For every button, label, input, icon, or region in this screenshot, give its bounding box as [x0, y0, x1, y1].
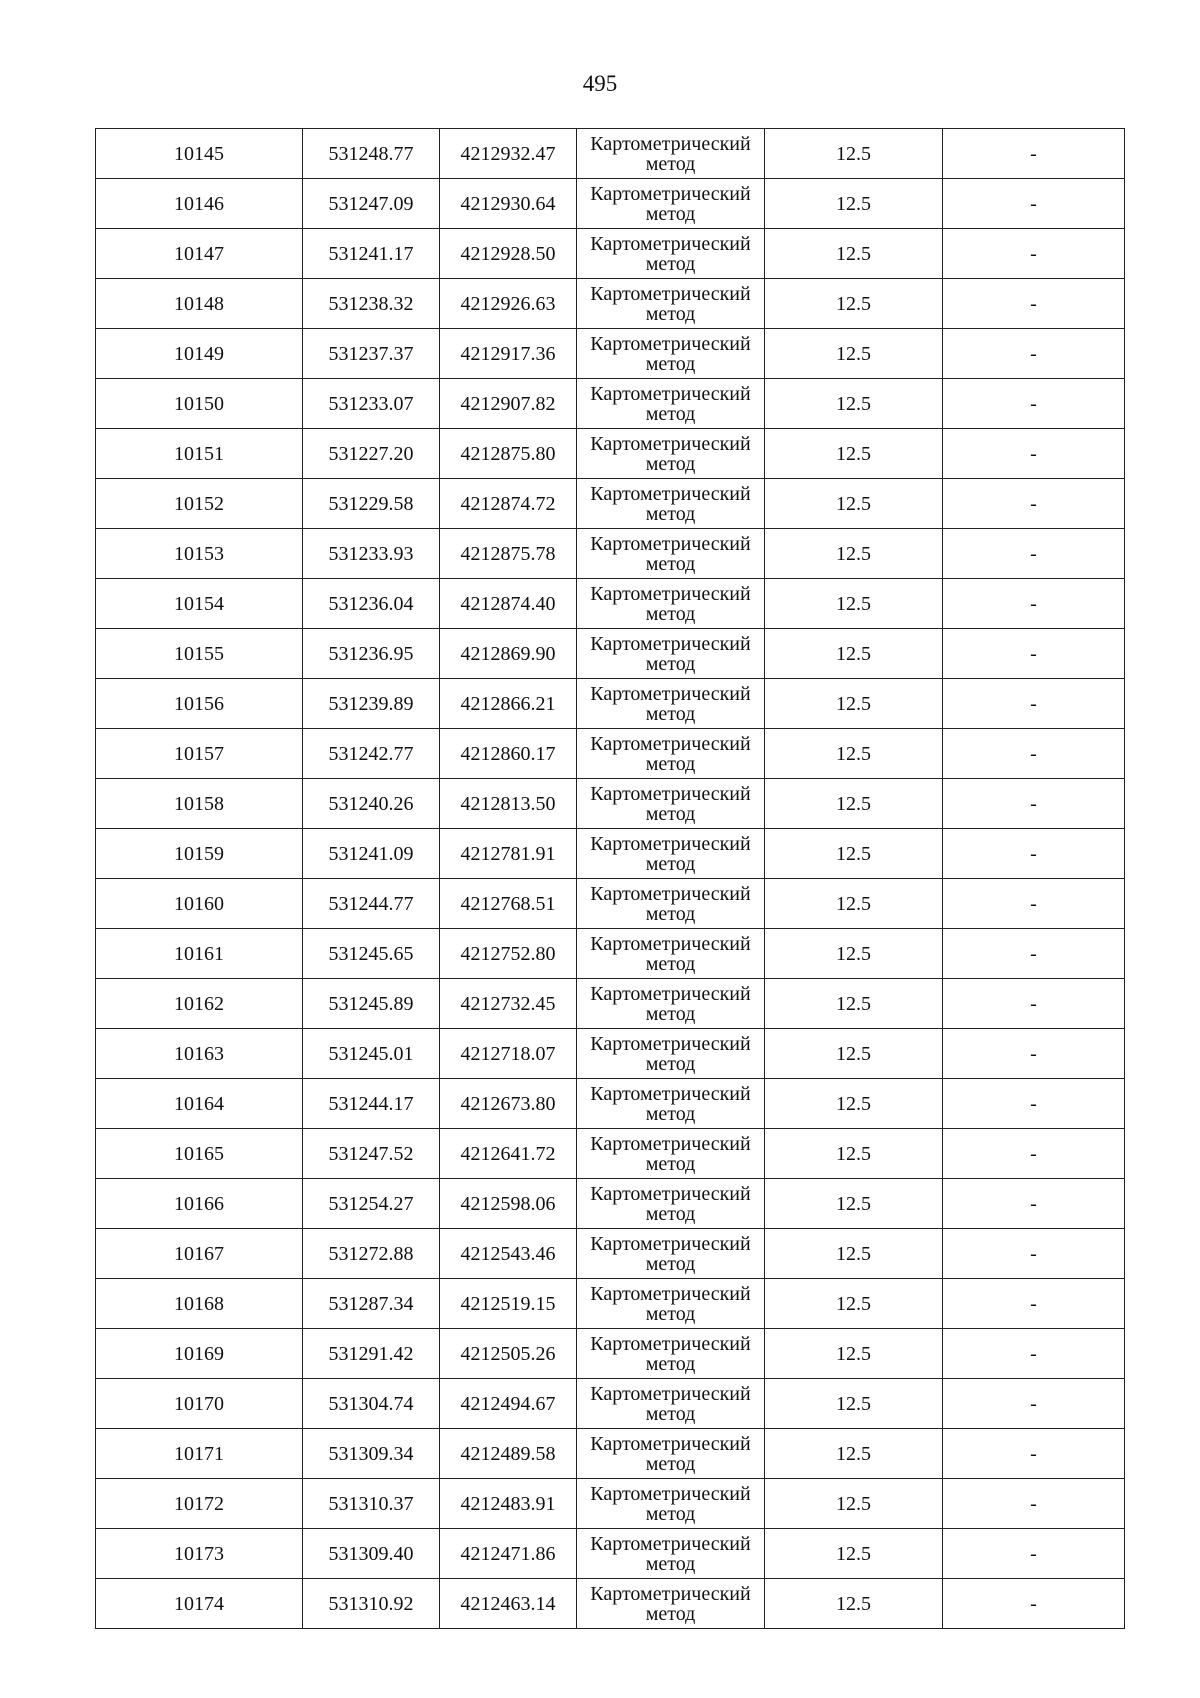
note-cell: -	[943, 929, 1125, 979]
table-row	[96, 1029, 1125, 1079]
table-row	[96, 1529, 1125, 1579]
method-cell	[577, 1079, 765, 1129]
note-cell: -	[943, 629, 1125, 679]
precision-cell: 12.5	[765, 729, 943, 779]
method-cell	[577, 779, 765, 829]
table-row	[96, 129, 1125, 179]
precision-cell: 12.5	[765, 1029, 943, 1079]
method-line-2: метод	[645, 702, 696, 725]
method-cell	[577, 1229, 765, 1279]
method-cell	[577, 929, 765, 979]
table-row	[96, 1129, 1125, 1179]
table-row	[96, 879, 1125, 929]
point-number-cell: 10147	[96, 229, 303, 279]
note-cell: -	[943, 1129, 1125, 1179]
point-number-cell: 10150	[96, 379, 303, 429]
method-line-2: метод	[645, 152, 696, 175]
note-cell: -	[943, 1029, 1125, 1079]
point-number-cell: 10154	[96, 579, 303, 629]
x-coordinate-cell: 531245.01	[303, 1029, 440, 1079]
method-cell	[577, 179, 765, 229]
method-line-1: Картометрический	[590, 1232, 751, 1255]
x-coordinate-cell: 531239.89	[303, 679, 440, 729]
precision-cell: 12.5	[765, 979, 943, 1029]
method-line-2: метод	[645, 1552, 696, 1575]
table-row	[96, 329, 1125, 379]
table-row	[96, 579, 1125, 629]
note-cell: -	[943, 129, 1125, 179]
method-line-2: метод	[645, 852, 696, 875]
precision-cell: 12.5	[765, 1379, 943, 1429]
y-coordinate-cell: 4212768.51	[440, 879, 577, 929]
method-cell	[577, 329, 765, 379]
method-line-2: метод	[645, 252, 696, 275]
x-coordinate-cell: 531241.09	[303, 829, 440, 879]
method-line-2: метод	[645, 302, 696, 325]
method-cell	[577, 1029, 765, 1079]
method-line-1: Картометрический	[590, 782, 751, 805]
y-coordinate-cell: 4212752.80	[440, 929, 577, 979]
x-coordinate-cell: 531254.27	[303, 1179, 440, 1229]
method-cell	[577, 529, 765, 579]
point-number-cell: 10149	[96, 329, 303, 379]
point-number-cell: 10165	[96, 1129, 303, 1179]
y-coordinate-cell: 4212641.72	[440, 1129, 577, 1179]
note-cell: -	[943, 1579, 1125, 1629]
method-line-1: Картометрический	[590, 1582, 751, 1605]
method-line-1: Картометрический	[590, 1282, 751, 1305]
point-number-cell: 10145	[96, 129, 303, 179]
note-cell: -	[943, 1329, 1125, 1379]
y-coordinate-cell: 4212598.06	[440, 1179, 577, 1229]
note-cell: -	[943, 279, 1125, 329]
precision-cell: 12.5	[765, 179, 943, 229]
method-cell	[577, 579, 765, 629]
y-coordinate-cell: 4212519.15	[440, 1279, 577, 1329]
method-line-2: метод	[645, 1202, 696, 1225]
point-number-cell: 10169	[96, 1329, 303, 1379]
x-coordinate-cell: 531309.40	[303, 1529, 440, 1579]
x-coordinate-cell: 531242.77	[303, 729, 440, 779]
method-cell	[577, 879, 765, 929]
x-coordinate-cell: 531241.17	[303, 229, 440, 279]
method-line-2: метод	[645, 202, 696, 225]
y-coordinate-cell: 4212869.90	[440, 629, 577, 679]
x-coordinate-cell: 531237.37	[303, 329, 440, 379]
method-line-2: метод	[645, 1502, 696, 1525]
method-line-1: Картометрический	[590, 1432, 751, 1455]
method-line-2: метод	[645, 902, 696, 925]
method-cell	[577, 1429, 765, 1479]
precision-cell: 12.5	[765, 829, 943, 879]
point-number-cell: 10171	[96, 1429, 303, 1479]
note-cell: -	[943, 779, 1125, 829]
precision-cell: 12.5	[765, 379, 943, 429]
method-line-1: Картометрический	[590, 1082, 751, 1105]
x-coordinate-cell: 531238.32	[303, 279, 440, 329]
method-cell	[577, 379, 765, 429]
table-row	[96, 1079, 1125, 1129]
note-cell: -	[943, 679, 1125, 729]
method-line-1: Картометрический	[590, 582, 751, 605]
note-cell: -	[943, 1529, 1125, 1579]
table-row	[96, 929, 1125, 979]
table-row	[96, 1479, 1125, 1529]
method-cell	[577, 479, 765, 529]
point-number-cell: 10173	[96, 1529, 303, 1579]
table-row	[96, 479, 1125, 529]
method-line-2: метод	[645, 752, 696, 775]
table-row	[96, 1179, 1125, 1229]
method-line-2: метод	[645, 1102, 696, 1125]
table-row	[96, 529, 1125, 579]
precision-cell: 12.5	[765, 429, 943, 479]
point-number-cell: 10160	[96, 879, 303, 929]
point-number-cell: 10163	[96, 1029, 303, 1079]
y-coordinate-cell: 4212718.07	[440, 1029, 577, 1079]
y-coordinate-cell: 4212673.80	[440, 1079, 577, 1129]
note-cell: -	[943, 979, 1125, 1029]
y-coordinate-cell: 4212489.58	[440, 1429, 577, 1479]
method-line-1: Картометрический	[590, 932, 751, 955]
note-cell: -	[943, 529, 1125, 579]
method-cell	[577, 1129, 765, 1179]
method-line-1: Картометрический	[590, 382, 751, 405]
x-coordinate-cell: 531227.20	[303, 429, 440, 479]
note-cell: -	[943, 1379, 1125, 1429]
x-coordinate-cell: 531247.09	[303, 179, 440, 229]
y-coordinate-cell: 4212483.91	[440, 1479, 577, 1529]
note-cell: -	[943, 329, 1125, 379]
method-line-2: метод	[645, 552, 696, 575]
table-row	[96, 1429, 1125, 1479]
method-line-1: Картометрический	[590, 1532, 751, 1555]
x-coordinate-cell: 531248.77	[303, 129, 440, 179]
note-cell: -	[943, 1179, 1125, 1229]
x-coordinate-cell: 531229.58	[303, 479, 440, 529]
method-cell	[577, 1479, 765, 1529]
x-coordinate-cell: 531244.77	[303, 879, 440, 929]
method-cell	[577, 1279, 765, 1329]
method-cell	[577, 1579, 765, 1629]
table-row	[96, 1279, 1125, 1329]
y-coordinate-cell: 4212907.82	[440, 379, 577, 429]
method-line-1: Картометрический	[590, 1182, 751, 1205]
table-row	[96, 229, 1125, 279]
method-line-2: метод	[645, 402, 696, 425]
table-row	[96, 729, 1125, 779]
x-coordinate-cell: 531287.34	[303, 1279, 440, 1329]
table-row	[96, 379, 1125, 429]
precision-cell: 12.5	[765, 879, 943, 929]
y-coordinate-cell: 4212874.72	[440, 479, 577, 529]
y-coordinate-cell: 4212917.36	[440, 329, 577, 379]
method-line-1: Картометрический	[590, 1032, 751, 1055]
page-number: 495	[582, 71, 618, 96]
method-cell	[577, 1179, 765, 1229]
method-cell	[577, 829, 765, 879]
method-line-2: метод	[645, 452, 696, 475]
point-number-cell: 10164	[96, 1079, 303, 1129]
point-number-cell: 10162	[96, 979, 303, 1029]
table-row	[96, 429, 1125, 479]
precision-cell: 12.5	[765, 579, 943, 629]
note-cell: -	[943, 229, 1125, 279]
y-coordinate-cell: 4212926.63	[440, 279, 577, 329]
table-body	[96, 129, 1125, 1629]
x-coordinate-cell: 531233.07	[303, 379, 440, 429]
table-row	[96, 1329, 1125, 1379]
table-row	[96, 179, 1125, 229]
precision-cell: 12.5	[765, 129, 943, 179]
precision-cell: 12.5	[765, 929, 943, 979]
note-cell: -	[943, 179, 1125, 229]
x-coordinate-cell: 531310.92	[303, 1579, 440, 1629]
method-line-2: метод	[645, 1252, 696, 1275]
table-row	[96, 1379, 1125, 1429]
note-cell: -	[943, 829, 1125, 879]
y-coordinate-cell: 4212543.46	[440, 1229, 577, 1279]
precision-cell: 12.5	[765, 229, 943, 279]
precision-cell: 12.5	[765, 779, 943, 829]
x-coordinate-cell: 531233.93	[303, 529, 440, 579]
method-line-2: метод	[645, 502, 696, 525]
table-row	[96, 979, 1125, 1029]
table-row	[96, 279, 1125, 329]
precision-cell: 12.5	[765, 1129, 943, 1179]
y-coordinate-cell: 4212860.17	[440, 729, 577, 779]
method-line-2: метод	[645, 1302, 696, 1325]
precision-cell: 12.5	[765, 1429, 943, 1479]
method-line-1: Картометрический	[590, 332, 751, 355]
method-line-1: Картометрический	[590, 432, 751, 455]
point-number-cell: 10156	[96, 679, 303, 729]
table-row	[96, 679, 1125, 729]
x-coordinate-cell: 531291.42	[303, 1329, 440, 1379]
method-line-1: Картометрический	[590, 182, 751, 205]
y-coordinate-cell: 4212463.14	[440, 1579, 577, 1629]
x-coordinate-cell: 531245.89	[303, 979, 440, 1029]
note-cell: -	[943, 879, 1125, 929]
point-number-cell: 10159	[96, 829, 303, 879]
x-coordinate-cell: 531240.26	[303, 779, 440, 829]
precision-cell: 12.5	[765, 279, 943, 329]
method-line-1: Картометрический	[590, 1482, 751, 1505]
precision-cell: 12.5	[765, 679, 943, 729]
table-row	[96, 1229, 1125, 1279]
method-line-2: метод	[645, 652, 696, 675]
method-line-2: метод	[645, 952, 696, 975]
method-line-1: Картометрический	[590, 732, 751, 755]
x-coordinate-cell: 531247.52	[303, 1129, 440, 1179]
note-cell: -	[943, 579, 1125, 629]
method-line-1: Картометрический	[590, 132, 751, 155]
y-coordinate-cell: 4212781.91	[440, 829, 577, 879]
note-cell: -	[943, 1279, 1125, 1329]
method-cell	[577, 729, 765, 779]
y-coordinate-cell: 4212471.86	[440, 1529, 577, 1579]
method-line-1: Картометрический	[590, 232, 751, 255]
precision-cell: 12.5	[765, 1529, 943, 1579]
x-coordinate-cell: 531272.88	[303, 1229, 440, 1279]
precision-cell: 12.5	[765, 629, 943, 679]
method-line-1: Картометрический	[590, 282, 751, 305]
method-line-2: метод	[645, 1602, 696, 1625]
precision-cell: 12.5	[765, 329, 943, 379]
y-coordinate-cell: 4212875.78	[440, 529, 577, 579]
method-cell	[577, 1379, 765, 1429]
table-row	[96, 779, 1125, 829]
method-line-1: Картометрический	[590, 882, 751, 905]
x-coordinate-cell: 531236.04	[303, 579, 440, 629]
note-cell: -	[943, 429, 1125, 479]
note-cell: -	[943, 1479, 1125, 1529]
method-line-2: метод	[645, 1402, 696, 1425]
method-line-2: метод	[645, 352, 696, 375]
precision-cell: 12.5	[765, 1329, 943, 1379]
y-coordinate-cell: 4212932.47	[440, 129, 577, 179]
table-row	[96, 829, 1125, 879]
method-line-1: Картометрический	[590, 632, 751, 655]
point-number-cell: 10157	[96, 729, 303, 779]
point-number-cell: 10146	[96, 179, 303, 229]
method-line-1: Картометрический	[590, 482, 751, 505]
x-coordinate-cell: 531304.74	[303, 1379, 440, 1429]
method-cell	[577, 629, 765, 679]
point-number-cell: 10148	[96, 279, 303, 329]
x-coordinate-cell: 531236.95	[303, 629, 440, 679]
x-coordinate-cell: 531310.37	[303, 1479, 440, 1529]
method-cell	[577, 429, 765, 479]
method-cell	[577, 1529, 765, 1579]
point-number-cell: 10155	[96, 629, 303, 679]
point-number-cell: 10168	[96, 1279, 303, 1329]
method-line-2: метод	[645, 1152, 696, 1175]
method-line-2: метод	[645, 602, 696, 625]
method-line-1: Картометрический	[590, 1332, 751, 1355]
method-line-2: метод	[645, 1452, 696, 1475]
method-cell	[577, 679, 765, 729]
method-line-1: Картометрический	[590, 832, 751, 855]
method-line-2: метод	[645, 1352, 696, 1375]
method-line-1: Картометрический	[590, 1132, 751, 1155]
precision-cell: 12.5	[765, 1479, 943, 1529]
y-coordinate-cell: 4212874.40	[440, 579, 577, 629]
precision-cell: 12.5	[765, 479, 943, 529]
method-cell	[577, 1329, 765, 1379]
method-line-2: метод	[645, 802, 696, 825]
method-line-1: Картометрический	[590, 1382, 751, 1405]
y-coordinate-cell: 4212875.80	[440, 429, 577, 479]
point-number-cell: 10153	[96, 529, 303, 579]
note-cell: -	[943, 479, 1125, 529]
method-cell	[577, 979, 765, 1029]
y-coordinate-cell: 4212494.67	[440, 1379, 577, 1429]
method-line-1: Картометрический	[590, 532, 751, 555]
method-line-1: Картометрический	[590, 682, 751, 705]
y-coordinate-cell: 4212928.50	[440, 229, 577, 279]
point-number-cell: 10161	[96, 929, 303, 979]
note-cell: -	[943, 379, 1125, 429]
point-number-cell: 10174	[96, 1579, 303, 1629]
point-number-cell: 10152	[96, 479, 303, 529]
note-cell: -	[943, 1079, 1125, 1129]
precision-cell: 12.5	[765, 1079, 943, 1129]
method-cell	[577, 279, 765, 329]
x-coordinate-cell: 531309.34	[303, 1429, 440, 1479]
table-row	[96, 1579, 1125, 1629]
note-cell: -	[943, 729, 1125, 779]
coordinates-table	[95, 128, 1125, 1629]
point-number-cell: 10170	[96, 1379, 303, 1429]
precision-cell: 12.5	[765, 529, 943, 579]
y-coordinate-cell: 4212813.50	[440, 779, 577, 829]
precision-cell: 12.5	[765, 1229, 943, 1279]
table-row	[96, 629, 1125, 679]
method-line-2: метод	[645, 1052, 696, 1075]
point-number-cell: 10151	[96, 429, 303, 479]
y-coordinate-cell: 4212930.64	[440, 179, 577, 229]
method-cell	[577, 229, 765, 279]
y-coordinate-cell: 4212866.21	[440, 679, 577, 729]
point-number-cell: 10166	[96, 1179, 303, 1229]
note-cell: -	[943, 1429, 1125, 1479]
point-number-cell: 10158	[96, 779, 303, 829]
y-coordinate-cell: 4212505.26	[440, 1329, 577, 1379]
point-number-cell: 10172	[96, 1479, 303, 1529]
precision-cell: 12.5	[765, 1179, 943, 1229]
precision-cell: 12.5	[765, 1579, 943, 1629]
method-line-1: Картометрический	[590, 982, 751, 1005]
method-line-2: метод	[645, 1002, 696, 1025]
precision-cell: 12.5	[765, 1279, 943, 1329]
method-cell	[577, 129, 765, 179]
y-coordinate-cell: 4212732.45	[440, 979, 577, 1029]
note-cell: -	[943, 1229, 1125, 1279]
x-coordinate-cell: 531245.65	[303, 929, 440, 979]
x-coordinate-cell: 531244.17	[303, 1079, 440, 1129]
point-number-cell: 10167	[96, 1229, 303, 1279]
